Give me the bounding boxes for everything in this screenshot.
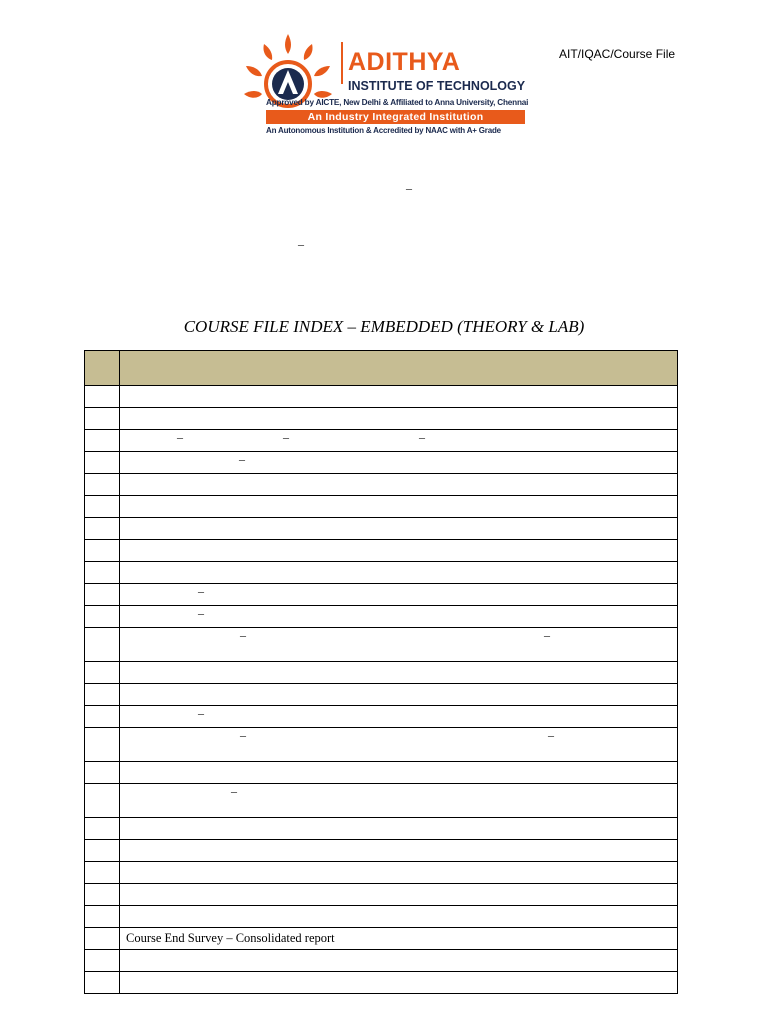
dash-mark: –	[198, 706, 204, 720]
table-row	[85, 496, 678, 518]
row-number-cell	[85, 496, 120, 518]
row-content-cell	[120, 662, 678, 684]
logo-subtitle: INSTITUTE OF TECHNOLOGY	[348, 79, 526, 93]
row-number-cell	[85, 562, 120, 584]
row-content-cell	[120, 728, 678, 762]
row-content-cell	[120, 862, 678, 884]
table-row	[85, 662, 678, 684]
row-content-cell: Course End Survey – Consolidated report	[120, 928, 678, 950]
row-number-cell	[85, 430, 120, 452]
row-number-cell	[85, 474, 120, 496]
row-number-cell	[85, 840, 120, 862]
row-content-cell	[120, 408, 678, 430]
row-number-cell	[85, 884, 120, 906]
dash-mark: –	[240, 628, 246, 642]
row-number-cell	[85, 928, 120, 950]
row-content-cell	[120, 474, 678, 496]
table-row	[85, 950, 678, 972]
dash-mark: –	[283, 430, 289, 444]
row-number-cell	[85, 784, 120, 818]
table-row	[85, 862, 678, 884]
course-file-index-table	[84, 350, 678, 994]
row-content-cell	[120, 784, 678, 818]
dash-mark: –	[177, 430, 183, 444]
row-content-cell	[120, 452, 678, 474]
row-content-cell	[120, 818, 678, 840]
logo-approval-text: Approved by AICTE, New Delhi & Affiliated to Anna University, Chennai	[266, 98, 529, 107]
logo-accreditation-text: An Autonomous Institution & Accredited by NAAC with A+ Grade	[266, 126, 501, 135]
table-row	[85, 474, 678, 496]
table-row	[85, 684, 678, 706]
dash-mark: –	[419, 430, 425, 444]
dash-mark: –	[239, 452, 245, 466]
logo-tagline-banner: An Industry Integrated Institution	[266, 110, 525, 124]
row-number-cell	[85, 662, 120, 684]
row-content-cell	[120, 684, 678, 706]
table-row	[85, 706, 678, 728]
row-number-cell	[85, 684, 120, 706]
dash-mark: –	[198, 606, 204, 620]
header-cell-number	[85, 351, 120, 386]
institute-logo	[240, 30, 540, 140]
row-content-cell	[120, 972, 678, 994]
row-number-cell	[85, 906, 120, 928]
table-row	[85, 584, 678, 606]
page-title: COURSE FILE INDEX – EMBEDDED (THEORY & LAB)	[183, 317, 585, 336]
table-row	[85, 728, 678, 762]
row-content-cell	[120, 628, 678, 662]
row-number-cell	[85, 972, 120, 994]
dash-mark: –	[298, 237, 304, 251]
row-content-cell	[120, 518, 678, 540]
dash-mark: –	[231, 784, 237, 798]
row-number-cell	[85, 818, 120, 840]
table-row	[85, 972, 678, 994]
row-number-cell	[85, 386, 120, 408]
table-row	[85, 840, 678, 862]
table-row	[85, 606, 678, 628]
row-content-cell	[120, 386, 678, 408]
table-row	[85, 906, 678, 928]
row-content-cell	[120, 540, 678, 562]
row-number-cell	[85, 518, 120, 540]
logo-name: ADITHYA	[348, 48, 461, 76]
row-number-cell	[85, 706, 120, 728]
sun-emblem-icon	[240, 32, 336, 122]
document-reference: AIT/IQAC/Course File	[559, 47, 676, 61]
row-number-cell	[85, 628, 120, 662]
row-number-cell	[85, 452, 120, 474]
logo-divider	[341, 42, 343, 84]
row-content-cell	[120, 496, 678, 518]
header-cell-contents	[120, 351, 678, 386]
table-row	[85, 562, 678, 584]
row-number-cell	[85, 950, 120, 972]
table-header-row	[85, 351, 678, 386]
row-number-cell	[85, 762, 120, 784]
row-content-cell	[120, 762, 678, 784]
table-row	[85, 784, 678, 818]
row-content-cell	[120, 584, 678, 606]
row-number-cell	[85, 728, 120, 762]
table-row	[85, 452, 678, 474]
table-row	[85, 540, 678, 562]
row-content-cell	[120, 606, 678, 628]
row-content-cell	[120, 562, 678, 584]
row-content-cell	[120, 706, 678, 728]
table-row	[85, 628, 678, 662]
row-number-cell	[85, 408, 120, 430]
dash-mark: –	[548, 728, 554, 742]
dash-mark: –	[198, 584, 204, 598]
table-row	[85, 430, 678, 452]
table-row	[85, 386, 678, 408]
dash-mark: –	[544, 628, 550, 642]
row-number-cell	[85, 606, 120, 628]
row-number-cell	[85, 862, 120, 884]
dash-mark: –	[406, 181, 412, 195]
table-row	[85, 818, 678, 840]
row-content-cell	[120, 950, 678, 972]
row-content-cell	[120, 906, 678, 928]
row-number-cell	[85, 540, 120, 562]
table-row	[85, 884, 678, 906]
dash-mark: –	[240, 728, 246, 742]
table-row	[85, 408, 678, 430]
row-number-cell	[85, 584, 120, 606]
table-row	[85, 928, 678, 950]
row-content-cell	[120, 884, 678, 906]
row-content-cell	[120, 840, 678, 862]
row-content-cell	[120, 430, 678, 452]
table-row	[85, 518, 678, 540]
table-row	[85, 762, 678, 784]
